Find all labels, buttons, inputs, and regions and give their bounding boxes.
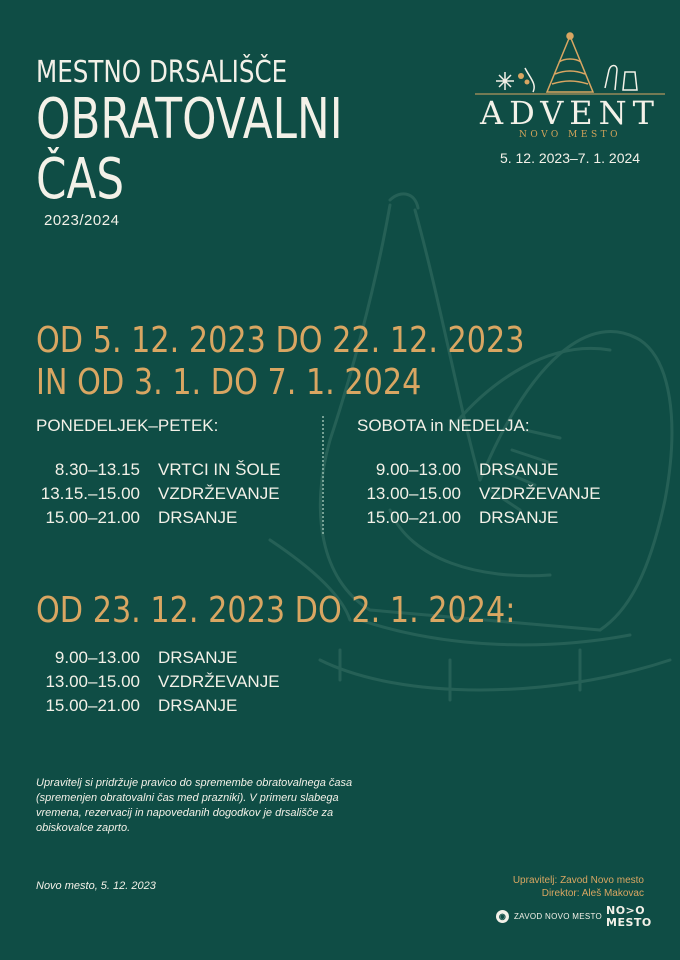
- weekend-heading: SOBOTA in NEDELJA:: [357, 416, 530, 435]
- schedule-time: 8.30–13.15: [54, 460, 140, 479]
- schedule-row: [36, 670, 280, 694]
- schedule-activity: VRTCI IN ŠOLE: [158, 460, 281, 479]
- novo-mesto-logo-bottom: MESTO: [606, 916, 652, 929]
- director-credit: Direktor: Aleš Makovac: [541, 888, 644, 899]
- credits: [513, 874, 644, 900]
- weekend-schedule: [357, 416, 601, 530]
- schedule-row: [36, 646, 280, 670]
- schedule-activity: VZDRŽEVANJE: [479, 484, 601, 503]
- schedule-activity: DRSANJE: [158, 696, 238, 715]
- page-title: OBRATOVALNI: [36, 87, 343, 152]
- schedule-activity: DRSANJE: [479, 460, 559, 479]
- novo-mesto-logo-top: NO>O: [606, 904, 646, 917]
- advent-subtitle: NOVO MESTO: [518, 130, 621, 140]
- advent-logo: [470, 32, 670, 166]
- holiday-schedule: [36, 646, 280, 718]
- schedule-time: 13.15.–15.00: [40, 484, 140, 503]
- advent-emblem-icon: [475, 32, 665, 96]
- schedule-row: [357, 458, 601, 482]
- schedule-time: 13.00–15.00: [45, 672, 140, 691]
- page-title-line2: ČAS: [36, 147, 125, 212]
- schedule-time: 9.00–13.00: [54, 648, 140, 667]
- org-name: ZAVOD NOVO MESTO: [514, 912, 603, 921]
- schedule-time: 13.00–15.00: [366, 484, 461, 503]
- schedule-activity: DRSANJE: [158, 648, 238, 667]
- period-1-line1: OD 5. 12. 2023 DO 22. 12. 2023: [36, 320, 525, 361]
- schedule-row: [36, 482, 281, 506]
- advent-dates: 5. 12. 2023–7. 1. 2024: [499, 150, 641, 166]
- schedule-activity: VZDRŽEVANJE: [158, 484, 280, 503]
- schedule-time: 15.00–21.00: [45, 696, 140, 715]
- weekday-schedule: [36, 416, 281, 530]
- schedule-activity: DRSANJE: [158, 508, 238, 527]
- schedule-row: [36, 694, 280, 718]
- notice-text: Upravitelj si pridržuje pravico do spremembe obratovalnega časa (spremenjen obratovalni čas med prazniki). V primeru slabega vremena, rezervacij in napovedanih dogodkov je drsališče za obiskovalce zaprto.: [36, 777, 353, 834]
- schedule-time: 9.00–13.00: [375, 460, 461, 479]
- zavod-logo-icon: ◉: [496, 910, 509, 923]
- schedule-row: [36, 506, 281, 530]
- schedule-row: [357, 506, 601, 530]
- weekday-heading: PONEDELJEK–PETEK:: [36, 416, 219, 435]
- schedule-activity: VZDRŽEVANJE: [158, 672, 280, 691]
- column-divider: [322, 416, 324, 534]
- venue-name: MESTNO DRSALIŠČE: [36, 55, 288, 90]
- place-date: Novo mesto, 5. 12. 2023: [36, 880, 156, 892]
- schedule-row: [357, 482, 601, 506]
- season-label: 2023/2024: [44, 212, 120, 229]
- title-block: [36, 56, 429, 229]
- schedule-time: 15.00–21.00: [366, 508, 461, 527]
- novo-mesto-logo: [606, 905, 652, 929]
- manager-credit: Upravitelj: Zavod Novo mesto: [512, 875, 644, 886]
- advent-wordmark: ADVENT: [479, 94, 660, 132]
- period-1-line2: IN OD 3. 1. DO 7. 1. 2024: [36, 362, 422, 403]
- schedule-activity: DRSANJE: [479, 508, 559, 527]
- org-logo: [496, 910, 602, 923]
- period-1-heading: [36, 320, 525, 404]
- period-2-heading: OD 23. 12. 2023 DO 2. 1. 2024:: [36, 590, 516, 631]
- schedule-row: [36, 458, 281, 482]
- schedule-time: 15.00–21.00: [45, 508, 140, 527]
